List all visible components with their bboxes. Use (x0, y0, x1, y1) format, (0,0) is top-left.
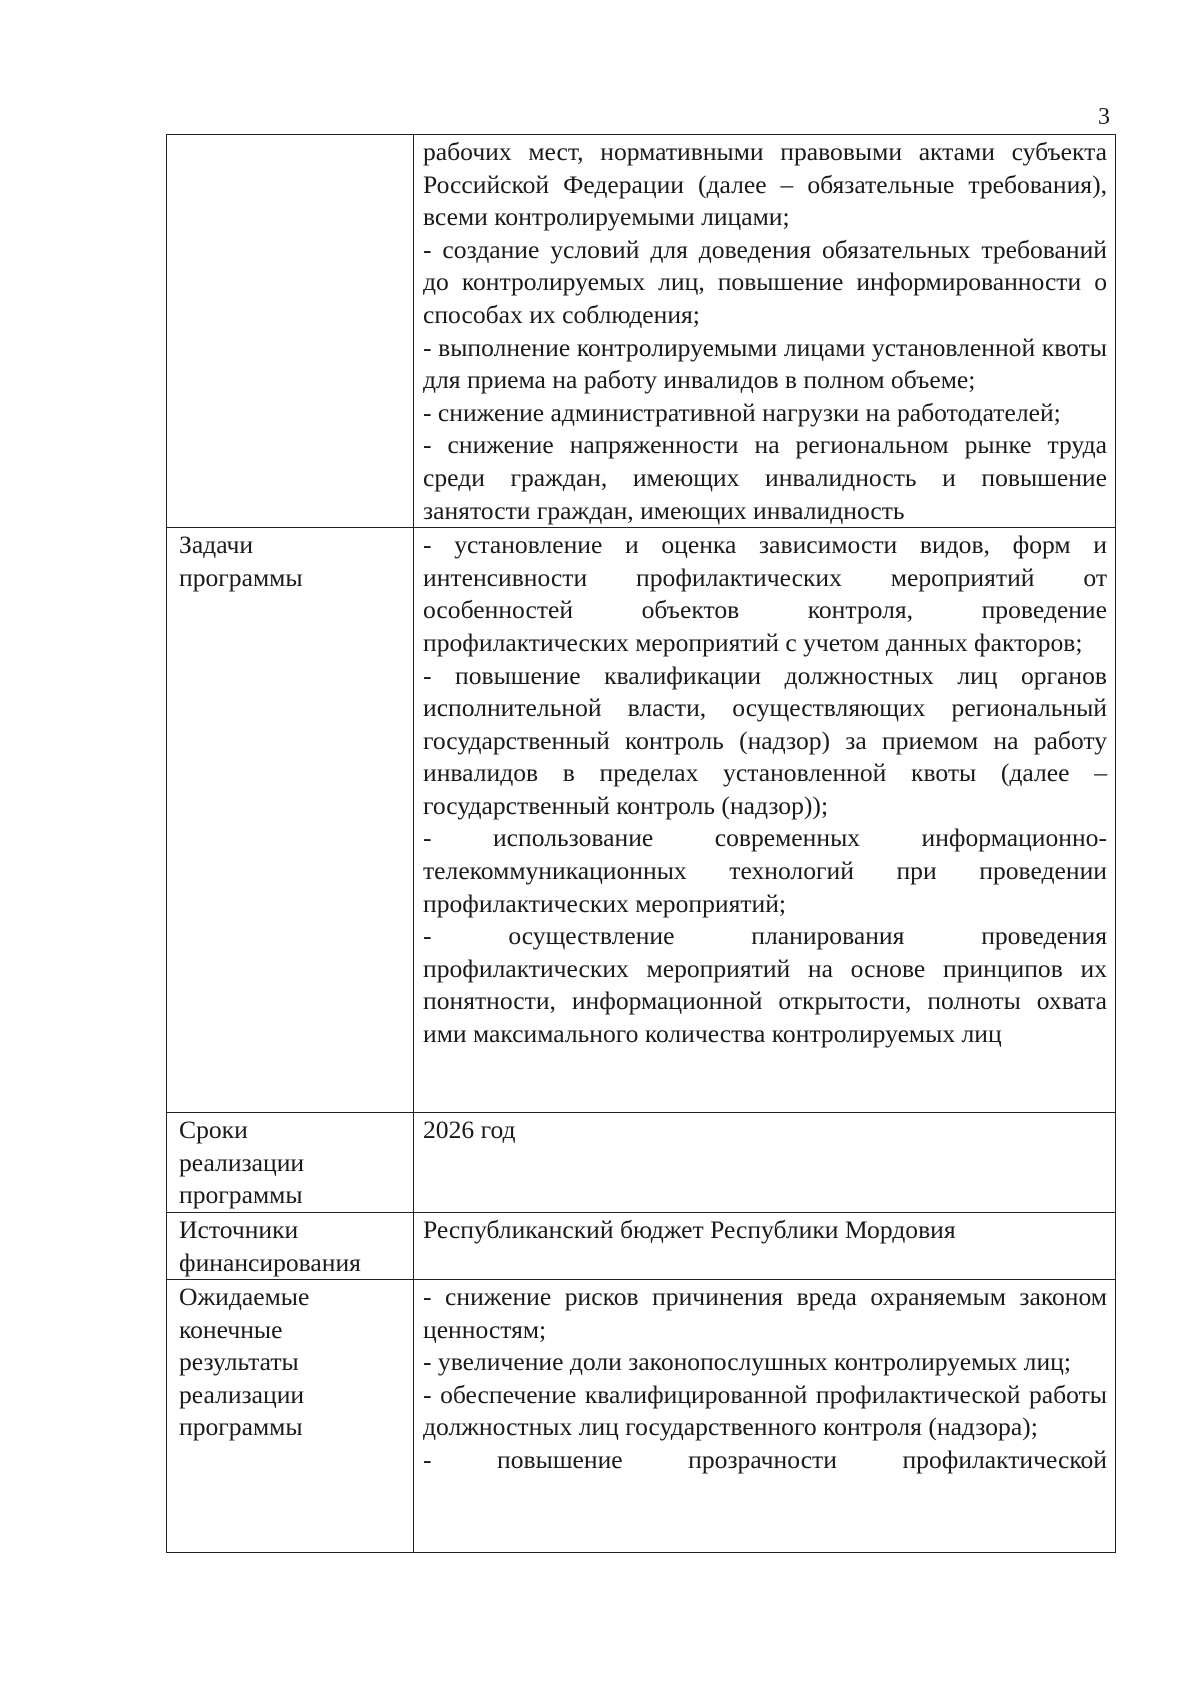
row-label-tasks (167, 528, 414, 1113)
content-paragraph: рабочих мест, нормативными правовыми актами субъекта Российской Федерации (далее – обязательные требования), всеми контролируемыми лицами; (423, 137, 1107, 232)
row-content-goals (414, 135, 1116, 528)
row-label-line: результаты (179, 1347, 299, 1377)
row-label-empty (167, 135, 414, 528)
row-label-line: конечные (179, 1314, 283, 1344)
content-paragraph: - установление и оценка зависимости видов, форм и интенсивности профилактических мероприятий от особенностей объектов контроля, проведение профилактических мероприятий с учетом данных факторов; (423, 530, 1107, 657)
content-paragraph: - снижение рисков причинения вреда охраняемым законом ценностям; (423, 1282, 1107, 1344)
row-label-line: программы (179, 1180, 303, 1210)
row-label-line: Задачи (179, 530, 254, 560)
content-last-line: - повышение прозрачности профилактической (423, 1445, 1107, 1475)
row-label-results (167, 1280, 414, 1553)
content-paragraph: - осуществление планирования проведения профилактических мероприятий на основе принципов их понятности, информационной открытости, полноты охвата ими максимального количества контролируемых лиц (423, 921, 1107, 1049)
row-label-line: реализации (179, 1379, 305, 1409)
table-row (167, 1113, 1116, 1213)
content-paragraph: - снижение административной нагрузки на работодателей; (423, 397, 1061, 427)
row-label-funding (167, 1212, 414, 1279)
table-row (167, 1212, 1116, 1279)
row-label-terms (167, 1113, 414, 1213)
row-label-line: программы (179, 562, 303, 592)
content-paragraph: 2026 год (423, 1115, 516, 1145)
table-row (167, 1280, 1116, 1553)
row-label-line: программы (179, 1412, 303, 1442)
row-content-funding (414, 1212, 1116, 1279)
table-row (167, 528, 1116, 1113)
content-paragraph: - создание условий для доведения обязательных требований до контролируемых лиц, повышение информированности о способах их соблюдения; (423, 234, 1107, 329)
content-paragraph: - использование современных информационно-телекоммуникационных технологий при проведении профилактических мероприятий; (423, 823, 1107, 918)
row-label-line: финансирования (179, 1247, 361, 1277)
row-label-line: Ожидаемые (179, 1282, 310, 1312)
row-label-line: Сроки (179, 1115, 248, 1145)
table-row (167, 135, 1116, 528)
row-content-tasks (414, 528, 1116, 1113)
content-paragraph: - увеличение доли законопослушных контролируемых лиц; (423, 1347, 1071, 1377)
content-paragraph: Республиканский бюджет Республики Мордовия (423, 1214, 956, 1244)
row-content-terms (414, 1113, 1116, 1213)
page-number: 3 (1098, 104, 1110, 130)
content-paragraph: - обеспечение квалифицированной профилактической работы должностных лиц государственного контроля (надзора); (423, 1379, 1107, 1442)
row-label-line: Источники (179, 1214, 299, 1244)
row-content-results (414, 1280, 1116, 1553)
content-paragraph: - снижение напряженности на региональном рынке труда среди граждан, имеющих инвалидность и повышение занятости граждан, имеющих инвалидность (423, 430, 1107, 525)
row-label-line: реализации (179, 1147, 305, 1177)
content-paragraph: - выполнение контролируемыми лицами установленной квоты для приема на работу инвалидов в полном объеме; (423, 332, 1107, 395)
content-paragraph: - повышение квалификации должностных лиц органов исполнительной власти, осуществляющих региональный государственный контроль (надзор) за приемом на работу инвалидов в пределах установленной квоты (далее – государственный контроль (надзор)); (423, 660, 1107, 820)
program-passport-table (166, 134, 1116, 1553)
